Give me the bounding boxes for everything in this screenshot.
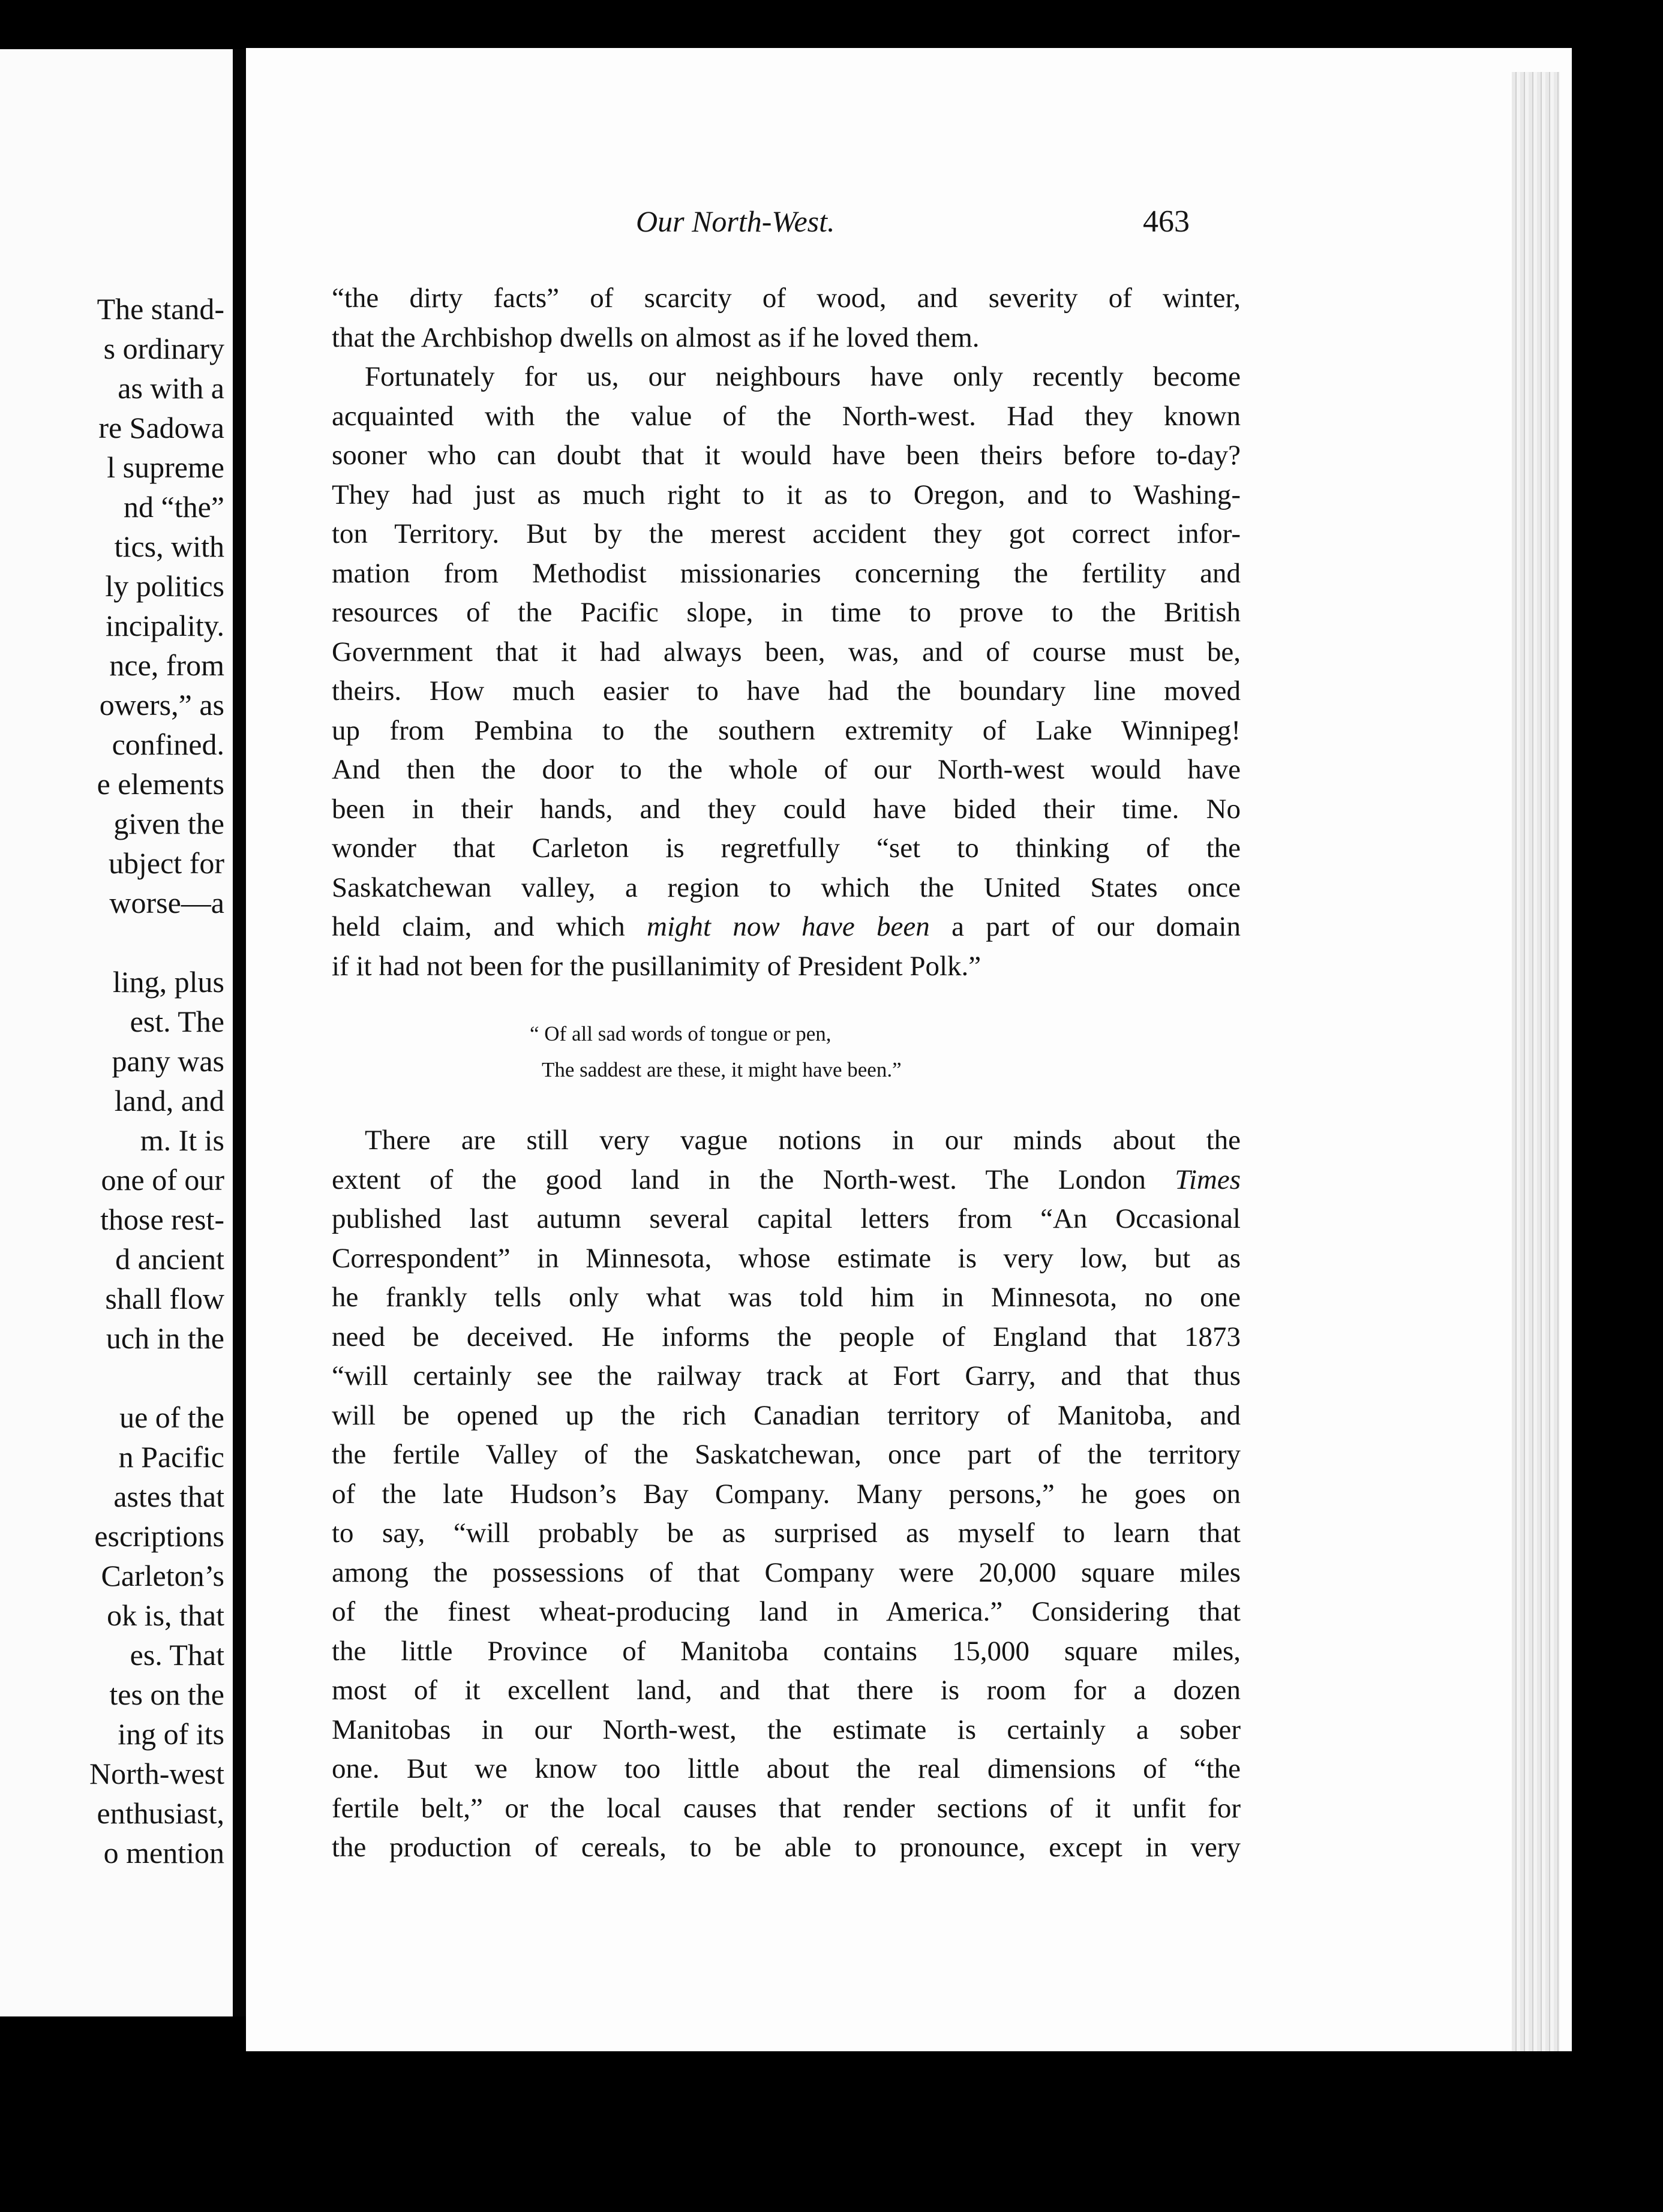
left-page-line: re Sadowa: [98, 411, 224, 444]
left-page-line: tics, with: [114, 530, 224, 563]
text-line: They had just as much right to it as to Oregon, and to Washing-: [332, 479, 1241, 510]
text-line: if it had not been for the pusillanimity of President Polk.”: [332, 950, 981, 982]
body-text: [332, 279, 1241, 1868]
left-page-line: ling, plus: [112, 965, 224, 999]
text-line: theirs. How much easier to have had the boundary line moved: [332, 675, 1241, 707]
text-line: Correspondent” in Minnesota, whose estimate is very low, but as: [332, 1242, 1241, 1274]
text-line: wonder that Carleton is regretfully “set to thinking of the: [332, 832, 1241, 864]
left-page-line: The stand-: [97, 292, 224, 326]
text-run: extent of the good land in the North-west. The London: [332, 1164, 1175, 1195]
text-line: Saskatchewan valley, a region to which the United States once: [332, 871, 1241, 903]
left-page-line: es. That: [130, 1638, 224, 1672]
left-page-line: tes on the: [109, 1678, 224, 1711]
left-page-line: North-west: [89, 1757, 224, 1790]
text-line: the production of cereals, to be able to pronounce, except in very: [332, 1832, 1241, 1863]
text-line: “will certainly see the railway track at Fort Garry, and that thus: [332, 1360, 1241, 1391]
text-line: sooner who can doubt that it would have been theirs before to-day?: [332, 440, 1241, 471]
left-page-line: o mention: [103, 1836, 224, 1870]
italic-phrase: might now have been: [647, 911, 930, 942]
book-gutter: [233, 49, 246, 2016]
text-line: will be opened up the rich Canadian territory of Manitoba, and: [332, 1399, 1241, 1431]
left-page-line: ly politics: [105, 569, 224, 603]
left-page-line: confined.: [112, 728, 224, 761]
text-line: among the possessions of that Company were 20,000 square miles: [332, 1556, 1241, 1588]
text-line: [332, 1161, 1241, 1200]
text-line: the little Province of Manitoba contains 15,000 square miles,: [332, 1635, 1241, 1667]
left-page-line: incipality.: [105, 609, 224, 642]
text-line: up from Pembina to the southern extremity of Lake Winnipeg!: [332, 714, 1241, 746]
text-run: a part of our domain: [929, 911, 1241, 942]
verse-quote: [530, 1016, 1241, 1088]
scan-bottom-background: [0, 2051, 1572, 2212]
left-page-line: m. It is: [140, 1123, 224, 1157]
left-page-line: d ancient: [115, 1242, 224, 1276]
text-line: to say, “will probably be as surprised as myself to learn that: [332, 1517, 1241, 1549]
left-page-line: e elements: [97, 767, 224, 801]
text-line: Fortunately for us, our neighbours have only recently become: [365, 361, 1241, 392]
left-page-line: given the: [113, 807, 224, 840]
text-line: he frankly tells only what was told him in Minnesota, no one: [332, 1282, 1241, 1313]
left-page-line: nce, from: [109, 648, 224, 682]
text-line: of the late Hudson’s Bay Company. Many persons,” he goes on: [332, 1478, 1241, 1510]
text-line: the fertile Valley of the Saskatchewan, once part of the territory: [332, 1439, 1241, 1470]
text-run: held claim, and which: [332, 911, 647, 942]
text-line: “the dirty facts” of scarcity of wood, and severity of winter,: [332, 282, 1241, 314]
text-line: been in their hands, and they could have bided their time. No: [332, 793, 1241, 825]
left-page-line: Carleton’s: [101, 1559, 224, 1592]
text-line: published last autumn several capital letters from “An Occasional: [332, 1203, 1241, 1234]
left-page-line: est. The: [130, 1005, 224, 1038]
left-page-line: one of our: [101, 1163, 224, 1197]
text-line: Government that it had always been, was, and of course must be,: [332, 636, 1241, 668]
left-page-line: escriptions: [94, 1519, 224, 1553]
left-page-line: pany was: [112, 1044, 224, 1078]
text-line: most of it excellent land, and that there is room for a dozen: [332, 1675, 1241, 1706]
text-line: There are still very vague notions in our minds about the: [365, 1125, 1241, 1156]
text-line: mation from Methodist missionaries concerning the fertility and: [332, 557, 1241, 589]
left-page-line: land, and: [114, 1084, 224, 1117]
left-page-line: n Pacific: [118, 1440, 224, 1474]
text-line: And then the door to the whole of our North-west would have: [332, 754, 1241, 785]
text-line: need be deceived. He informs the people of England that 1873: [332, 1321, 1241, 1353]
left-page-line: worse—a: [109, 886, 224, 919]
left-page-line: l supreme: [107, 450, 224, 484]
text-line: one. But we know too little about the real dimensions of “the: [332, 1753, 1241, 1784]
quote-line: “ Of all sad words of tongue or pen,: [530, 1022, 832, 1045]
left-page-line: those rest-: [100, 1203, 224, 1236]
text-line: that the Archbishop dwells on almost as if he loved them.: [332, 321, 980, 353]
running-title: Our North-West.: [636, 205, 835, 238]
left-page-line: s ordinary: [103, 332, 224, 365]
left-page-line: as with a: [118, 371, 224, 405]
text-line: [332, 907, 1241, 947]
left-page-line: uch in the: [106, 1321, 224, 1355]
quote-line: The saddest are these, it might have been.”: [542, 1058, 902, 1081]
left-page-line: ok is, that: [107, 1598, 224, 1632]
left-page-line: ing of its: [118, 1717, 224, 1751]
left-page-line: shall flow: [105, 1282, 224, 1315]
text-line: Manitobas in our North-west, the estimate is certainly a sober: [332, 1714, 1241, 1745]
italic-phrase: Times: [1175, 1164, 1241, 1195]
text-line: acquainted with the value of the North-west. Had they known: [332, 400, 1241, 432]
left-page-fragment: [0, 49, 233, 2016]
text-line: resources of the Pacific slope, in time to prove to the British: [332, 597, 1241, 628]
left-page-line: owers,” as: [99, 688, 224, 722]
left-page-line: ubject for: [109, 846, 224, 880]
text-line: fertile belt,” or the local causes that render sections of it unfit for: [332, 1792, 1241, 1824]
left-page-line: nd “the”: [124, 490, 224, 524]
text-line: of the finest wheat-producing land in America.” Considering that: [332, 1596, 1241, 1627]
page-edge-stack: [1512, 72, 1560, 2051]
left-page-line: ue of the: [119, 1400, 224, 1434]
left-page-line: enthusiast,: [97, 1796, 224, 1830]
left-page-line: astes that: [113, 1480, 224, 1513]
page-number: 463: [1143, 205, 1190, 239]
text-line: ton Territory. But by the merest accident they got correct infor-: [332, 518, 1241, 549]
